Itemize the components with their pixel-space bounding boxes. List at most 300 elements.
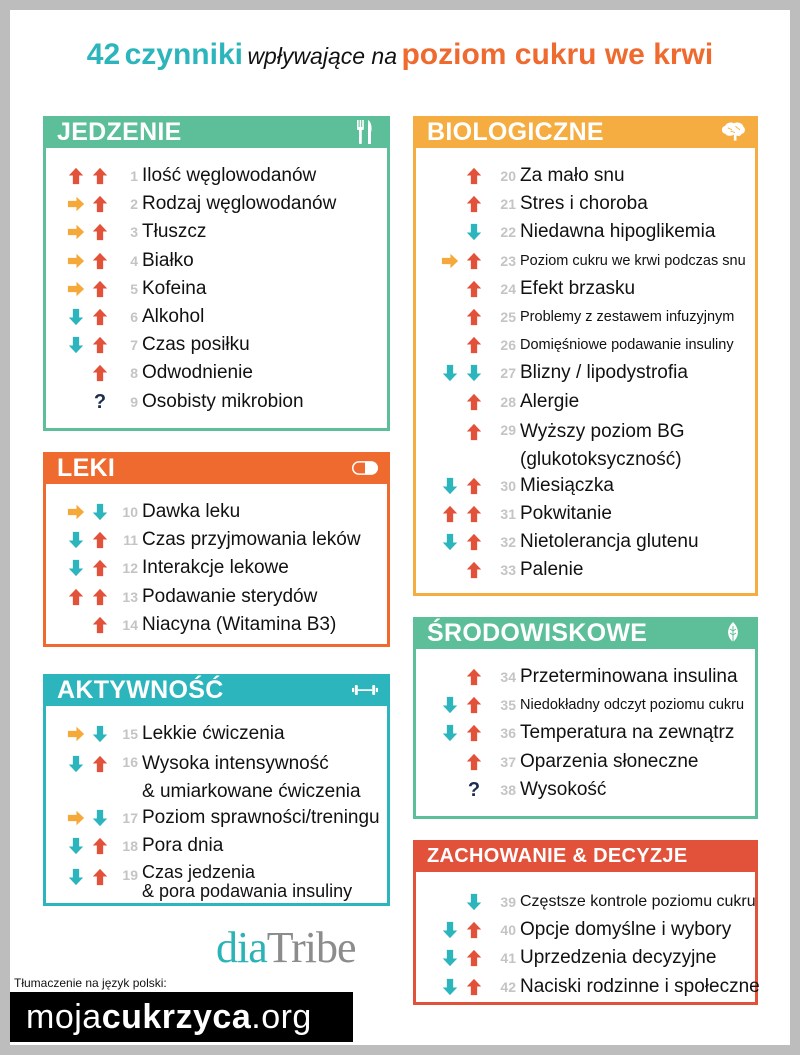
factor-number: 1	[130, 168, 138, 185]
arrow-up-icon	[464, 166, 484, 186]
factor-label	[142, 583, 317, 611]
arrow-down-icon	[440, 977, 460, 997]
arrow-up-icon	[464, 695, 484, 715]
factor-number: 42	[500, 978, 516, 995]
factor-label-line1: Czas przyjmowania leków	[142, 529, 361, 551]
factor-item	[46, 359, 387, 387]
question-mark-icon: ?	[93, 390, 107, 413]
factor-label-line1: Poziom sprawności/treningu	[142, 807, 380, 829]
factor-list	[46, 148, 387, 416]
section-title: JEDZENIE	[57, 117, 182, 146]
logo-tribe: Tribe	[266, 923, 356, 972]
arrow-up-icon	[464, 307, 484, 327]
title-highlight: poziom cukru we krwi	[401, 38, 714, 71]
factor-label-line1: Alkohol	[142, 306, 205, 328]
factor-label	[142, 162, 316, 190]
factor-label-line1: Rodzaj węglowodanów	[142, 193, 337, 215]
arrow-up-icon	[464, 977, 484, 997]
arrow-up-icon	[90, 279, 110, 299]
factor-item	[46, 498, 387, 526]
factor-label-line1: Nietolerancja glutenu	[520, 531, 699, 553]
factor-label	[520, 331, 734, 359]
arrow-right-icon	[66, 194, 86, 214]
section-header	[413, 840, 758, 872]
factor-label	[520, 218, 715, 246]
arrow-down-icon	[440, 695, 460, 715]
effect-arrows	[58, 587, 110, 607]
mojacukrzyca-logo	[10, 992, 353, 1042]
effect-arrows	[426, 667, 484, 687]
factor-label-line1: Domięśniowe podawanie insuliny	[520, 337, 734, 354]
arrow-up-icon	[464, 279, 484, 299]
factor-label	[520, 162, 625, 190]
arrow-down-icon	[66, 307, 86, 327]
factor-label	[142, 218, 206, 246]
factor-label-line1: Podawanie sterydów	[142, 585, 318, 607]
pill-icon	[352, 457, 378, 479]
effect-arrows	[426, 948, 484, 968]
factor-item	[416, 748, 755, 776]
arrow-up-icon	[90, 222, 110, 242]
arrow-right-icon	[66, 724, 86, 744]
effect-arrows	[426, 560, 484, 580]
arrow-up-icon	[90, 194, 110, 214]
factor-label-line1: Naciski rodzinne i społeczne	[520, 975, 760, 997]
arrow-up-icon	[90, 335, 110, 355]
factor-label-line1: Interakcje lekowe	[142, 557, 289, 579]
arrow-down-icon	[66, 867, 86, 887]
factor-number: 20	[500, 168, 516, 185]
factor-label	[142, 331, 250, 359]
factor-number: 14	[122, 616, 138, 633]
diatribe-logo	[216, 922, 356, 973]
factor-list	[46, 706, 387, 905]
factor-label	[520, 663, 738, 691]
factor-label-line2: & umiarkowane ćwiczenia	[142, 781, 361, 803]
factor-label-line1: Osobisty mikrobion	[142, 390, 304, 412]
arrow-up-icon	[90, 307, 110, 327]
factor-number: 24	[500, 280, 516, 297]
factor-item	[416, 691, 755, 719]
factor-number: 16	[122, 754, 138, 771]
arrow-up-icon	[464, 335, 484, 355]
section-header	[413, 617, 758, 649]
factor-item	[46, 162, 387, 190]
section-title: ZACHOWANIE & DECYZJE	[427, 844, 688, 867]
effect-arrows	[426, 222, 484, 242]
factor-label-line1: Oparzenia słoneczne	[520, 750, 699, 772]
section-leki	[43, 452, 390, 647]
arrow-down-icon	[66, 754, 86, 774]
factor-number: 3	[130, 224, 138, 241]
factor-item	[416, 472, 755, 500]
arrow-down-icon	[440, 723, 460, 743]
factor-item	[416, 916, 755, 944]
factor-label-line1: Białko	[142, 249, 194, 271]
arrow-up-icon	[90, 615, 110, 635]
factor-number: 11	[123, 532, 138, 549]
arrow-up-icon	[464, 251, 484, 271]
arrow-down-icon	[440, 476, 460, 496]
factor-item	[416, 190, 755, 218]
section-title: BIOLOGICZNE	[427, 117, 604, 146]
factor-item	[416, 275, 755, 303]
factor-label-line1: Blizny / lipodystrofia	[520, 362, 688, 384]
factor-list	[416, 148, 755, 584]
factor-number: 21	[500, 196, 516, 213]
factor-item	[416, 416, 755, 472]
factor-label	[142, 832, 223, 860]
effect-arrows	[426, 695, 484, 715]
factor-label-line1: Częstsze kontrole poziomu cukru	[520, 893, 756, 911]
factor-number: 19	[122, 866, 138, 883]
factor-label-line1: Niedawna hipoglikemia	[520, 221, 716, 243]
factor-label	[520, 528, 699, 556]
arrow-down-icon	[90, 808, 110, 828]
factor-item	[416, 500, 755, 528]
factor-label	[142, 388, 304, 416]
effect-arrows	[426, 166, 484, 186]
factor-item	[46, 190, 387, 218]
page-title	[0, 38, 800, 72]
section-zachowanie	[413, 840, 758, 1005]
factor-number: 4	[130, 252, 138, 269]
factor-item	[416, 973, 760, 1001]
factor-number: 25	[500, 309, 516, 326]
factor-number: 10	[122, 504, 138, 521]
factor-label-line1: Problemy z zestawem infuzyjnym	[520, 309, 735, 326]
factor-number: 2	[130, 196, 138, 213]
effect-arrows	[58, 335, 110, 355]
factor-label	[142, 611, 336, 639]
factor-item	[46, 832, 387, 860]
arrow-up-icon	[464, 667, 484, 687]
leaf-icon	[720, 622, 746, 644]
arrow-up-icon	[464, 476, 484, 496]
arrow-up-icon	[464, 504, 484, 524]
factor-label	[520, 303, 734, 331]
factor-number: 40	[500, 922, 516, 939]
factor-number: 27	[500, 365, 516, 382]
effect-arrows	[58, 363, 110, 383]
factor-label-line1: Palenie	[520, 559, 584, 581]
factor-label	[520, 275, 635, 303]
factor-label	[520, 973, 760, 1001]
factor-item	[416, 162, 755, 190]
factor-label	[520, 776, 606, 804]
arrow-down-icon	[440, 532, 460, 552]
arrow-down-icon	[440, 948, 460, 968]
factor-label-line1: Dawka leku	[142, 501, 241, 523]
factor-label	[520, 888, 756, 916]
factor-label-line1: Czas jedzenia	[142, 861, 256, 882]
arrow-right-icon	[66, 279, 86, 299]
factor-item	[416, 888, 755, 916]
arrow-down-icon	[440, 363, 460, 383]
factor-label-line1: Uprzedzenia decyzyjne	[520, 947, 717, 969]
arrow-down-icon	[66, 335, 86, 355]
factor-label	[142, 190, 336, 218]
factor-list	[46, 484, 387, 639]
effect-arrows	[58, 558, 110, 578]
arrow-up-icon	[90, 166, 110, 186]
effect-arrows	[58, 307, 110, 327]
factor-label-line1: Pokwitanie	[520, 502, 612, 524]
factor-item	[46, 611, 387, 639]
section-jedzenie	[43, 116, 390, 431]
factor-label	[142, 247, 194, 275]
effect-arrows	[426, 307, 484, 327]
factor-item	[416, 556, 755, 584]
factor-label	[520, 418, 685, 474]
effect-arrows	[426, 892, 484, 912]
arrow-up-icon	[90, 754, 110, 774]
arrow-up-icon	[90, 558, 110, 578]
factor-item	[416, 218, 755, 246]
factor-label-line1: Poziom cukru we krwi podczas snu	[520, 252, 746, 269]
factor-item	[46, 247, 387, 275]
factor-item	[416, 303, 755, 331]
factor-number: 15	[122, 726, 138, 743]
factor-number: 41	[500, 950, 516, 967]
translation-label: Tłumaczenie na język polski:	[14, 976, 167, 990]
factor-item	[46, 331, 387, 359]
factor-item	[46, 218, 387, 246]
factor-number: 33	[500, 562, 516, 579]
effect-arrows	[426, 279, 484, 299]
factor-label	[142, 554, 289, 582]
arrow-down-icon	[66, 530, 86, 550]
dumbbell-icon	[352, 679, 378, 701]
factor-number: 28	[500, 393, 516, 410]
factor-number: 23	[500, 252, 516, 269]
arrow-up-icon	[90, 251, 110, 271]
factor-number: 32	[500, 534, 516, 551]
factor-item	[46, 583, 387, 611]
factor-item	[416, 528, 755, 556]
factor-item	[46, 275, 387, 303]
factor-label-line2: (glukotoksyczność)	[520, 448, 682, 470]
arrow-up-icon	[90, 836, 110, 856]
factor-label-line1: Opcje domyślne i wybory	[520, 919, 732, 941]
effect-arrows	[58, 754, 110, 774]
effect-arrows	[426, 392, 484, 412]
effect-arrows	[58, 279, 110, 299]
factor-number: 29	[500, 421, 516, 438]
factor-item	[46, 804, 387, 832]
factor-label-line1: Niedokładny odczyt poziomu cukru	[520, 697, 745, 714]
factor-number: 18	[122, 838, 138, 855]
section-header	[43, 452, 390, 484]
logo-org: .org	[251, 997, 312, 1036]
factor-label-line1: Wysoka intensywność	[142, 753, 329, 775]
logo-moja: moja	[26, 997, 102, 1036]
factor-number: 7	[130, 337, 138, 354]
factor-label	[520, 944, 716, 972]
effect-arrows	[58, 836, 110, 856]
effect-arrows	[426, 422, 484, 442]
section-srodowiskowe	[413, 617, 758, 819]
factor-list	[416, 649, 755, 804]
factor-item	[416, 388, 755, 416]
effect-arrows	[426, 977, 484, 997]
section-title: ŚRODOWISKOWE	[427, 618, 648, 647]
factor-number: 17	[122, 810, 138, 827]
factor-label	[142, 526, 361, 554]
factor-item	[46, 303, 387, 331]
factor-label-line1: Odwodnienie	[142, 362, 253, 384]
factor-label	[142, 498, 240, 526]
effect-arrows	[426, 194, 484, 214]
factor-label-line1: Wysokość	[520, 778, 607, 800]
arrow-up-icon	[66, 166, 86, 186]
factor-number: 5	[130, 280, 138, 297]
section-header	[43, 674, 390, 706]
arrow-right-icon	[66, 251, 86, 271]
factor-item	[416, 247, 755, 275]
arrow-up-icon	[90, 363, 110, 383]
factor-number: 39	[500, 894, 516, 911]
factor-label-line1: Pora dnia	[142, 835, 224, 857]
factor-label	[142, 720, 285, 748]
effect-arrows	[426, 504, 484, 524]
factor-label-line1: Kofeina	[142, 277, 207, 299]
section-header	[43, 116, 390, 148]
arrow-up-icon	[464, 392, 484, 412]
effect-arrows	[58, 392, 110, 412]
factor-number: 12	[122, 560, 138, 577]
arrow-down-icon	[464, 222, 484, 242]
effect-arrows	[58, 867, 110, 887]
factor-label	[142, 359, 253, 387]
factor-label	[142, 303, 204, 331]
effect-arrows	[426, 723, 484, 743]
factor-label	[142, 275, 206, 303]
section-title: AKTYWNOŚĆ	[57, 675, 224, 704]
fork-knife-icon	[352, 121, 378, 143]
factor-item	[416, 663, 755, 691]
arrow-up-icon	[464, 920, 484, 940]
arrow-down-icon	[464, 363, 484, 383]
factor-number: 6	[130, 309, 138, 326]
factor-item	[416, 944, 755, 972]
factor-item	[46, 526, 387, 554]
section-title: LEKI	[57, 453, 116, 482]
arrow-right-icon	[440, 251, 460, 271]
effect-arrows	[58, 222, 110, 242]
factor-item	[416, 776, 755, 804]
factor-number: 35	[500, 697, 516, 714]
arrow-up-icon	[464, 532, 484, 552]
factor-label-line1: Wyższy poziom BG	[520, 420, 685, 442]
factor-label-line1: Miesiączka	[520, 474, 614, 496]
effect-arrows	[58, 194, 110, 214]
factor-label-line2: & pora podawania insuliny	[142, 880, 353, 901]
factor-label	[520, 500, 612, 528]
arrow-down-icon	[464, 892, 484, 912]
factor-item	[46, 388, 387, 416]
arrow-up-icon	[464, 948, 484, 968]
factor-label-line1: Temperatura na zewnątrz	[520, 722, 735, 744]
arrow-down-icon	[66, 558, 86, 578]
factor-number: 36	[500, 725, 516, 742]
arrow-up-icon	[464, 752, 484, 772]
arrow-up-icon	[464, 723, 484, 743]
factor-number: 22	[500, 224, 516, 241]
factor-number: 13	[122, 588, 138, 605]
factor-label-line1: Czas posiłku	[142, 334, 250, 356]
factor-label	[520, 359, 688, 387]
arrow-down-icon	[440, 920, 460, 940]
arrow-up-icon	[90, 530, 110, 550]
effect-arrows	[58, 615, 110, 635]
factor-label	[520, 556, 583, 584]
arrow-right-icon	[66, 808, 86, 828]
factor-label-line1: Przeterminowana insulina	[520, 666, 738, 688]
effect-arrows	[426, 780, 484, 800]
factor-label	[520, 190, 648, 218]
effect-arrows	[426, 532, 484, 552]
arrow-up-icon	[90, 867, 110, 887]
factor-item	[46, 748, 387, 804]
arrow-right-icon	[66, 502, 86, 522]
factor-label-line1: Tłuszcz	[142, 221, 207, 243]
effect-arrows	[58, 166, 110, 186]
factor-number: 9	[130, 393, 138, 410]
factor-item	[416, 331, 755, 359]
arrow-up-icon	[464, 560, 484, 580]
factor-label	[520, 748, 699, 776]
factor-number: 34	[500, 669, 516, 686]
factor-label	[520, 388, 579, 416]
factor-number: 26	[500, 337, 516, 354]
factor-number: 38	[500, 781, 516, 798]
effect-arrows	[426, 335, 484, 355]
section-header	[413, 116, 758, 148]
factor-item	[416, 719, 755, 747]
title-number: 42	[86, 38, 121, 71]
factor-label-line1: Niacyna (Witamina B3)	[142, 613, 337, 635]
arrow-up-icon	[464, 422, 484, 442]
factor-item	[46, 861, 387, 905]
factor-label-line1: Efekt brzasku	[520, 277, 636, 299]
factor-label-line1: Ilość węglowodanów	[142, 165, 317, 187]
factor-label-line1: Stres i choroba	[520, 193, 648, 215]
effect-arrows	[58, 724, 110, 744]
factor-label	[142, 804, 380, 832]
factor-label	[520, 719, 734, 747]
effect-arrows	[426, 476, 484, 496]
section-aktywnosc	[43, 674, 390, 906]
factor-label	[520, 691, 744, 719]
factor-label	[520, 247, 746, 275]
effect-arrows	[426, 363, 484, 383]
arrow-down-icon	[90, 502, 110, 522]
factor-number: 31	[500, 505, 516, 522]
effect-arrows	[58, 530, 110, 550]
factor-label-line1: Alergie	[520, 390, 580, 412]
effect-arrows	[58, 251, 110, 271]
factor-label	[520, 472, 614, 500]
factor-label-line1: Za mało snu	[520, 165, 625, 187]
effect-arrows	[426, 752, 484, 772]
logo-dia: dia	[216, 923, 267, 972]
section-biologiczne	[413, 116, 758, 596]
arrow-up-icon	[464, 194, 484, 214]
effect-arrows	[58, 808, 110, 828]
factor-item	[46, 554, 387, 582]
effect-arrows	[426, 920, 484, 940]
